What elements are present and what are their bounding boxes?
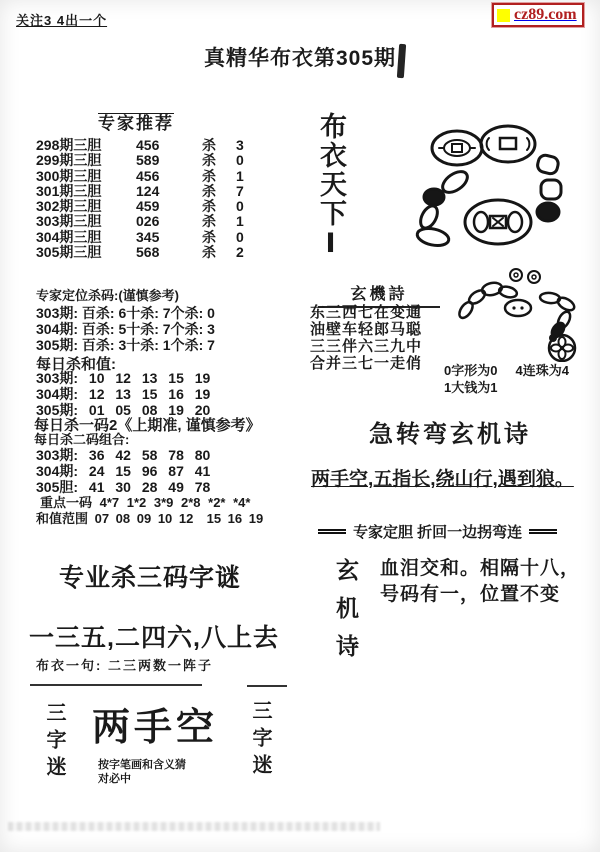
- dan-cell: 345: [136, 228, 160, 245]
- ink-smudge: [397, 44, 406, 78]
- mystery-poem-line: 油壁车轻郎马聪: [310, 321, 423, 338]
- bead-arc-drawing: [452, 266, 592, 362]
- table-row: [36, 138, 276, 153]
- daily-kill-sum-line: 303期: 10 12 13 15 19: [36, 370, 211, 386]
- dan-cell: 459: [136, 198, 160, 215]
- positioning-kill-line: 304期: 百杀: 5十杀: 7个杀: 3: [36, 321, 215, 337]
- mystery-poem-line: 合并三七一走俏: [310, 355, 423, 372]
- legend-item: 4连珠为4: [515, 363, 569, 378]
- divider-line-short: [247, 685, 287, 687]
- kill-label-cell: 杀: [202, 228, 216, 245]
- riddle-note-line2: 对必中: [98, 773, 131, 785]
- kill-cell: 0: [236, 228, 244, 245]
- table-row: [36, 184, 276, 199]
- issue-cell: 305期三胆: [36, 244, 102, 261]
- kill-three-riddle-title: 专业杀三码字谜: [58, 564, 241, 592]
- logo-accent-square-icon: [497, 9, 510, 22]
- kill-cell: 7: [236, 182, 244, 199]
- three-char-riddle-label-right: 三字迷: [249, 700, 271, 781]
- bottom-poem-side-label: 玄机诗: [333, 558, 359, 672]
- issue-cell: 303期三胆: [36, 213, 102, 230]
- three-char-riddle-label-left: 三字迷: [43, 702, 65, 783]
- divider-line: [30, 684, 202, 686]
- key-one-line: 重点一码 4*7 1*2 3*9 2*8 *2* *4*: [40, 495, 251, 510]
- kill-cell: 1: [236, 213, 244, 230]
- sharp-turn-poem-line: 两手空,五指长,绕山行,遇到狼。: [311, 469, 574, 490]
- kill-label-cell: 杀: [202, 198, 216, 215]
- kill-cell: 0: [236, 152, 244, 169]
- kill-cell: 0: [236, 198, 244, 215]
- kill-three-riddle-line: 一三五,二四六,八上去: [29, 624, 279, 652]
- expert-recommend-table: [36, 138, 276, 260]
- issue-cell: 302期三胆: [36, 198, 102, 215]
- issue-cell: 299期三胆: [36, 152, 102, 169]
- dash-rule-icon: [318, 529, 346, 534]
- bottom-poem-line1: 血泪交和。相隔十八，: [380, 558, 581, 579]
- expert-dan-row: [318, 521, 557, 542]
- issue-cell: 300期三胆: [36, 167, 102, 184]
- mystery-poem-line: 东三西七在变通: [310, 304, 423, 321]
- riddle-note-line1: 按字笔画和含义猜: [98, 759, 186, 771]
- mystery-poem-header: 玄機詩: [318, 281, 440, 308]
- issue-cell: 304期三胆: [36, 228, 102, 245]
- legend-item: 0字形为0: [444, 363, 498, 378]
- daily-kill-two-line: 305胆: 41 30 28 49 78: [36, 479, 211, 495]
- table-row: [36, 169, 276, 184]
- dan-cell: 026: [136, 213, 160, 230]
- table-row: [36, 245, 276, 260]
- bottom-poem-line2: 号码有一，位置不变: [380, 584, 561, 605]
- table-row: [36, 199, 276, 214]
- coin-chain-drawing: [395, 118, 590, 248]
- sharp-turn-poem-title: 急转弯玄机诗: [369, 421, 531, 448]
- faint-footer-artifact: [8, 822, 380, 831]
- kill-label-cell: 杀: [202, 244, 216, 261]
- kill-label-cell: 杀: [202, 213, 216, 230]
- daily-kill-two-line: 304期: 24 15 96 87 41: [36, 463, 211, 479]
- daily-kill-two-line: 303期: 36 42 58 78 80: [36, 447, 211, 463]
- site-logo[interactable]: [492, 3, 584, 27]
- positioning-kill-line: 303期: 百杀: 6十杀: 7个杀: 0: [36, 305, 215, 321]
- kill-cell: 2: [236, 244, 244, 261]
- dan-cell: 568: [136, 244, 160, 261]
- legend-item: 1大钱为1: [444, 380, 498, 395]
- positioning-kill-line: 305期: 百杀: 3十杀: 1个杀: 7: [36, 337, 215, 353]
- daily-kill-sum-line: 304期: 12 13 15 16 19: [36, 386, 211, 402]
- watch-note: 关注3 4出一个: [16, 13, 108, 28]
- table-row: [36, 230, 276, 245]
- positioning-kill-title: 专家定位杀码:(谨慎参考): [36, 288, 179, 303]
- table-row: [36, 214, 276, 229]
- table-row: [36, 153, 276, 168]
- dash-rule-icon: [529, 529, 557, 534]
- dan-cell: 589: [136, 152, 160, 169]
- kill-label-cell: 杀: [202, 152, 216, 169]
- page-title: 真精华布衣第305期: [203, 47, 397, 70]
- kill-label-cell: 杀: [202, 137, 216, 153]
- dan-cell: 456: [136, 137, 160, 153]
- dan-cell: 124: [136, 182, 160, 199]
- sum-range-line: 和值范围 07 08 09 10 12 15 16 19: [36, 511, 264, 526]
- daily-kill-sum-line: 305期: 01 05 08 19 20: [36, 402, 211, 418]
- three-char-riddle-answer: 两手空: [92, 707, 219, 749]
- buyi-world-title: 布衣天下Ⅰ: [316, 112, 346, 261]
- buyi-sentence: 布衣一句: 二三两数一阵子: [36, 658, 213, 673]
- daily-kill-one-title: 每日杀一码2《上期准, 谨慎参考》: [34, 417, 261, 434]
- kill-cell: 1: [236, 167, 244, 184]
- kill-label-cell: 杀: [202, 167, 216, 184]
- expert-recommend-header: 专家推荐: [98, 114, 174, 133]
- issue-cell: 301期三胆: [36, 182, 102, 199]
- daily-kill-sum-title: 每日杀和值:: [36, 356, 116, 373]
- expert-dan-text: 专家定胆 折回一边拐弯连: [353, 524, 523, 541]
- mystery-poem-line: 三三伴六三九中: [310, 338, 423, 355]
- daily-kill-two-subtitle: 每日杀二码组合:: [34, 432, 130, 447]
- kill-cell: 3: [236, 137, 244, 153]
- dan-cell: 456: [136, 167, 160, 184]
- issue-cell: 298期三胆: [36, 137, 102, 153]
- logo-text: cz89.com: [514, 6, 577, 23]
- kill-label-cell: 杀: [202, 182, 216, 199]
